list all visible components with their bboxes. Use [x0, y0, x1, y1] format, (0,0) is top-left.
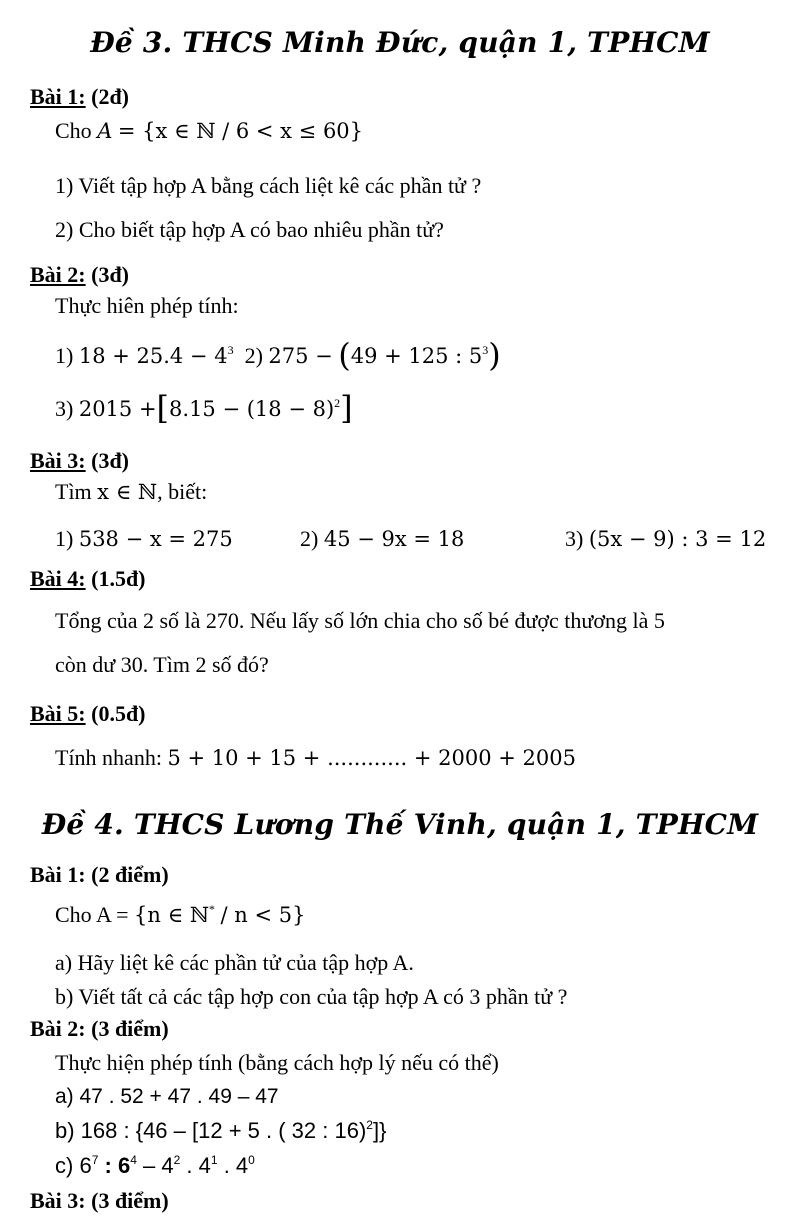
de3-bai5-intro: Tính nhanh:: [55, 745, 162, 770]
de4-bai1-set-a: {n ∈ ℕ: [134, 903, 210, 927]
de3-bai1-set-definition: [55, 118, 363, 144]
de3-bai1-cho: Cho: [55, 118, 92, 143]
de4-bai2-expr-a: a) 47 . 52 + 47 . 49 – 47: [55, 1085, 279, 1108]
de3-bai1-question-1: 1) Viết tập hợp A bằng cách liệt kê các phần tử ?: [55, 173, 482, 198]
de3-bai5-expression: [55, 745, 576, 771]
de4-bai2-c-c: – 4: [143, 1153, 174, 1178]
de4-bai2-b-a: b) 168 : {46 – [12 + 5 . ( 32 : 16): [55, 1118, 367, 1143]
de4-bai2-expr-b: [55, 1118, 386, 1144]
de4-bai1-set-b: / n < 5}: [220, 903, 306, 927]
de3-bai2-e3-num: 3): [55, 396, 74, 421]
de3-bai3-intro-math: x ∈ ℕ: [97, 480, 158, 504]
de3-bai2-row-1: 1) $18 + 25.4 - 4^3$ 2) 275 − (49 + 125 : $5^3$): [55, 336, 501, 374]
de4-bai2-expr-c: [55, 1153, 255, 1179]
de4-bai2-c-b: : 6: [104, 1153, 131, 1178]
de3-bai3-intro-a: Tìm: [55, 479, 92, 504]
de3-bai3-e3: (5x − 9) : 3 = 12: [588, 527, 767, 551]
de4-bai1-question-b: b) Viết tất cả các tập hợp con của tập hợp A có 3 phần tử ?: [55, 984, 568, 1009]
de3-bai3-e3-num: 3): [565, 526, 584, 551]
de3-bai4-label: Bài 4:: [30, 566, 86, 591]
de4-bai1-question-a: a) Hãy liệt kê các phần tử của tập hợp A.: [55, 950, 414, 975]
de3-bai2-points: (3đ): [91, 262, 130, 287]
de3-bai2-row-2: 3) $2015 +[8.15 - (18 - 8)^2]$: [55, 389, 353, 427]
de4-bai2-b-b: ]}: [372, 1118, 387, 1143]
de3-bai3-e2: 45 − 9x = 18: [323, 527, 465, 551]
de3-bai1-label: Bài 1:: [30, 84, 86, 109]
de3-bai3-intro-b: , biết:: [157, 479, 208, 504]
de3-bai2-e2-exp: 3: [482, 343, 489, 357]
de4-bai1-heading: Bài 1: (2 điểm): [30, 862, 169, 887]
de3-bai5-points: (0.5đ): [91, 701, 146, 726]
de3-bai2-e2-b: 49 + 125 : 5: [350, 344, 483, 368]
exam-4-title: Đề 4. THCS Lương Thế Vinh, quận 1, TPHCM: [41, 808, 759, 841]
de3-bai3-heading: [30, 448, 129, 474]
de3-bai3-eq-1: [55, 526, 233, 552]
de3-bai3-label: Bài 3:: [30, 448, 86, 473]
de4-bai2-c-e2: 4: [130, 1153, 137, 1167]
de3-bai2-intro: Thực hiên phép tính:: [55, 293, 239, 318]
de3-bai2-e1-exp: 3: [227, 343, 234, 357]
de4-bai2-c-a: c) 6: [55, 1153, 92, 1178]
de3-bai3-e1-num: 1): [55, 526, 74, 551]
de4-bai2-heading: Bài 2: (3 điểm): [30, 1016, 169, 1041]
de3-bai1-heading: [30, 84, 129, 110]
de4-bai2-c-d: . 4: [186, 1153, 211, 1178]
de3-bai2-e2-num: 2): [244, 343, 263, 368]
de3-bai3-points: (3đ): [91, 448, 130, 473]
de3-bai2-e3-b: 8.15 − (18 − 8): [169, 397, 335, 421]
de3-bai1-points: (2đ): [91, 84, 130, 109]
de3-bai3-e1: 538 − x = 275: [78, 527, 233, 551]
de3-bai3-eq-2: [300, 526, 464, 552]
de4-bai2-intro: Thực hiện phép tính (bằng cách hợp lý nếu có thể): [55, 1050, 499, 1075]
de3-bai3-e2-num: 2): [300, 526, 319, 551]
de3-bai1-question-2: 2) Cho biết tập hợp A có bao nhiêu phần tử?: [55, 217, 444, 242]
de3-bai4-heading: [30, 566, 146, 592]
de3-bai2-e1: 18 + 25.4 − 4: [78, 344, 228, 368]
de3-bai2-label: Bài 2:: [30, 262, 86, 287]
de3-bai2-heading: [30, 262, 129, 288]
de4-bai2-c-e3: 2: [173, 1153, 181, 1167]
de4-bai2-c-e4: 1: [210, 1153, 218, 1167]
de3-bai3-eq-3: [565, 526, 766, 552]
de4-bai1-set-star: *: [209, 902, 216, 916]
de3-bai2-e2-a: 275 −: [268, 344, 333, 368]
de3-bai2-e3-a: 2015 +: [78, 397, 157, 421]
de4-bai3-label-a: Bài 3: [30, 1188, 79, 1213]
de3-bai4-text-1: Tổng của 2 số là 270. Nếu lấy số lớn chia cho số bé được thương là 5: [55, 608, 665, 633]
exam-3-title: Đề 3. THCS Minh Đức, quận 1, TPHCM: [90, 26, 710, 59]
de3-bai2-e1-num: 1): [55, 343, 74, 368]
de3-bai4-points: (1.5đ): [91, 566, 146, 591]
de3-bai4-text-2: còn dư 30. Tìm 2 số đó?: [55, 652, 269, 677]
de3-bai5-heading: [30, 701, 146, 727]
de4-bai2-b-exp: 2: [366, 1118, 373, 1132]
de3-bai5-label: Bài 5:: [30, 701, 86, 726]
de3-bai1-set-def: = {x ∈ ℕ / 6 < x ≤ 60}: [117, 119, 364, 143]
de4-bai2-c-e1: 7: [91, 1153, 99, 1167]
de4-bai2-c-e: . 4: [223, 1153, 249, 1178]
de4-bai2-c-e5: 0: [248, 1153, 255, 1167]
de3-bai2-e3-exp: 2: [334, 396, 341, 410]
de4-bai1-set-definition: [55, 902, 305, 928]
de3-bai3-intro: [55, 479, 207, 505]
de4-bai3-label-b: : (3 điểm): [78, 1188, 169, 1213]
de4-bai3-heading: [30, 1188, 169, 1214]
de3-bai5-expr: 5 + 10 + 15 + ............ + 2000 + 2005: [167, 746, 576, 770]
de3-bai1-set-name: A: [97, 119, 113, 143]
de4-bai1-cho: Cho A =: [55, 902, 129, 927]
